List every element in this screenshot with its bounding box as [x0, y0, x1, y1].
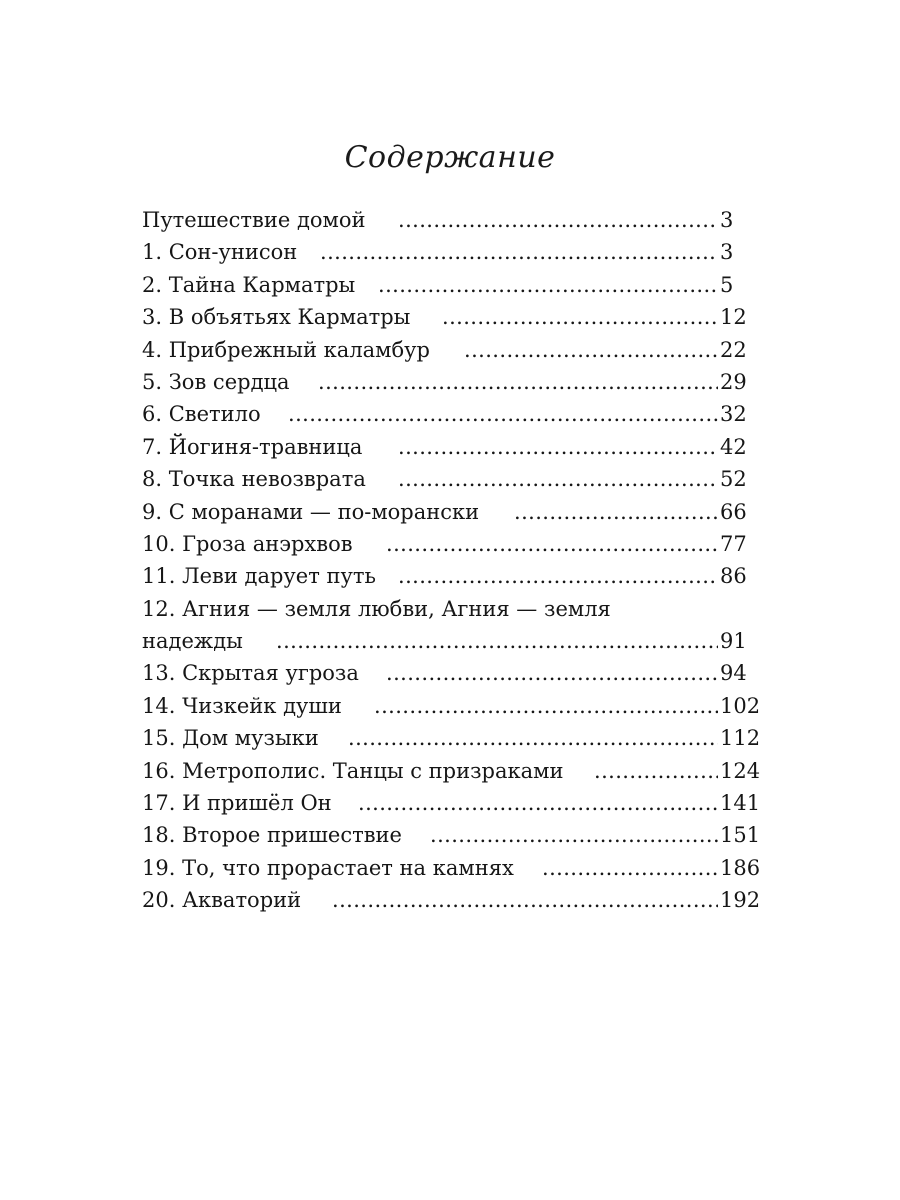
- toc-entry: [142, 366, 762, 398]
- dot-leader: [430, 819, 718, 851]
- toc-entry-label: 8. Точка невозврата: [142, 467, 366, 492]
- toc-entry: [142, 431, 762, 463]
- toc-entry: [142, 852, 762, 884]
- toc-entry: [142, 560, 762, 592]
- toc-entry-label: 10. Гроза анэрхвов: [142, 531, 353, 556]
- dot-leader: [386, 528, 718, 560]
- toc-entry-label: 7. Йогиня-травница: [142, 434, 363, 459]
- toc-entry: [142, 236, 762, 268]
- toc-entry-page: 94: [720, 661, 747, 686]
- toc-entry: [142, 496, 762, 528]
- toc-entry-label: 3. В объятьях Карматры: [142, 305, 411, 330]
- dot-leader: [374, 690, 718, 722]
- dot-leader: [542, 852, 718, 884]
- toc-entry-page: 91: [720, 629, 747, 654]
- toc-entry: [142, 204, 762, 236]
- toc-entry-page: 3: [720, 208, 734, 232]
- toc-entry: [142, 819, 762, 851]
- dot-leader: [288, 398, 718, 430]
- toc-entry: [142, 301, 762, 333]
- toc-entry-page: 12: [720, 305, 747, 330]
- toc-entry: [142, 690, 762, 722]
- dot-leader: [318, 366, 718, 398]
- toc-entry: [142, 334, 762, 366]
- dot-leader: [332, 884, 718, 916]
- toc-entry-page: 141: [720, 791, 761, 816]
- toc-entry: [142, 463, 762, 495]
- toc-entry: [142, 398, 762, 430]
- toc-entry-label: 11. Леви дарует путь: [142, 564, 376, 589]
- toc-entry: [142, 884, 762, 916]
- toc-entry-label: 16. Метрополис. Танцы с призраками: [142, 758, 564, 783]
- toc-entry-label: 4. Прибрежный каламбур: [142, 337, 430, 362]
- dot-leader: [398, 431, 718, 463]
- toc-entry-page: 32: [720, 402, 747, 427]
- toc-entry-label: надежды: [142, 629, 243, 654]
- toc-entry-page: 66: [720, 499, 747, 524]
- toc-entry-label: 13. Скрытая угроза: [142, 661, 359, 686]
- dot-leader: [378, 269, 718, 301]
- toc-entry: [142, 722, 762, 754]
- toc-entry-page: 186: [720, 855, 761, 880]
- toc-entry-label: 14. Чизкейк души: [142, 693, 342, 718]
- toc-entry-label: 12. Агния — земля любви, Агния — земля: [142, 596, 611, 621]
- toc-entry: [142, 787, 762, 819]
- toc-entry: [142, 625, 762, 657]
- toc-entry-label: 18. Второе пришествие: [142, 823, 402, 848]
- toc-entry: [142, 528, 762, 560]
- toc-entry-label: 1. Сон-унисон: [142, 240, 298, 265]
- toc-entry-page: 192: [720, 888, 761, 913]
- toc-entry: [142, 657, 762, 689]
- toc-entry-page: 86: [720, 564, 747, 589]
- page-title: Содержание: [344, 140, 556, 175]
- toc-entry-label: Путешествие домой: [142, 208, 366, 232]
- toc-entry-page: 42: [720, 434, 747, 459]
- dot-leader: [348, 722, 718, 754]
- toc-entry-page: 22: [720, 337, 747, 362]
- dot-leader: [276, 625, 718, 657]
- toc-entry-label: 5. Зов сердца: [142, 369, 290, 394]
- toc-entry-page: 77: [720, 531, 747, 556]
- toc-entry-page: 29: [720, 369, 747, 394]
- table-of-contents: [142, 204, 762, 917]
- toc-entry-label: 2. Тайна Карматры: [142, 272, 356, 297]
- dot-leader: [386, 657, 718, 689]
- dot-leader: [398, 463, 718, 495]
- dot-leader: [442, 301, 718, 333]
- toc-entry-label: 19. То, что прорастает на камнях: [142, 855, 514, 880]
- toc-entry: [142, 755, 762, 787]
- toc-entry: [142, 593, 762, 625]
- toc-entry-label: 9. С моранами — по-морански: [142, 499, 480, 524]
- toc-entry-label: 20. Акваторий: [142, 888, 302, 913]
- dot-leader: [398, 560, 718, 592]
- dot-leader: [594, 755, 718, 787]
- dot-leader: [320, 236, 718, 268]
- dot-leader: [398, 204, 718, 236]
- toc-entry-page: 151: [720, 823, 761, 848]
- dot-leader: [464, 334, 718, 366]
- toc-entry: [142, 269, 762, 301]
- dot-leader: [358, 787, 718, 819]
- toc-entry-page: 5: [720, 272, 734, 297]
- dot-leader: [514, 496, 718, 528]
- toc-entry-label: 15. Дом музыки: [142, 726, 319, 751]
- toc-entry-label: 6. Светило: [142, 402, 261, 427]
- toc-entry-page: 52: [720, 467, 747, 492]
- toc-entry-page: 3: [720, 240, 734, 265]
- toc-entry-page: 102: [720, 693, 761, 718]
- toc-entry-page: 112: [720, 726, 761, 751]
- toc-entry-page: 124: [720, 758, 761, 783]
- toc-entry-label: 17. И пришёл Он: [142, 791, 332, 816]
